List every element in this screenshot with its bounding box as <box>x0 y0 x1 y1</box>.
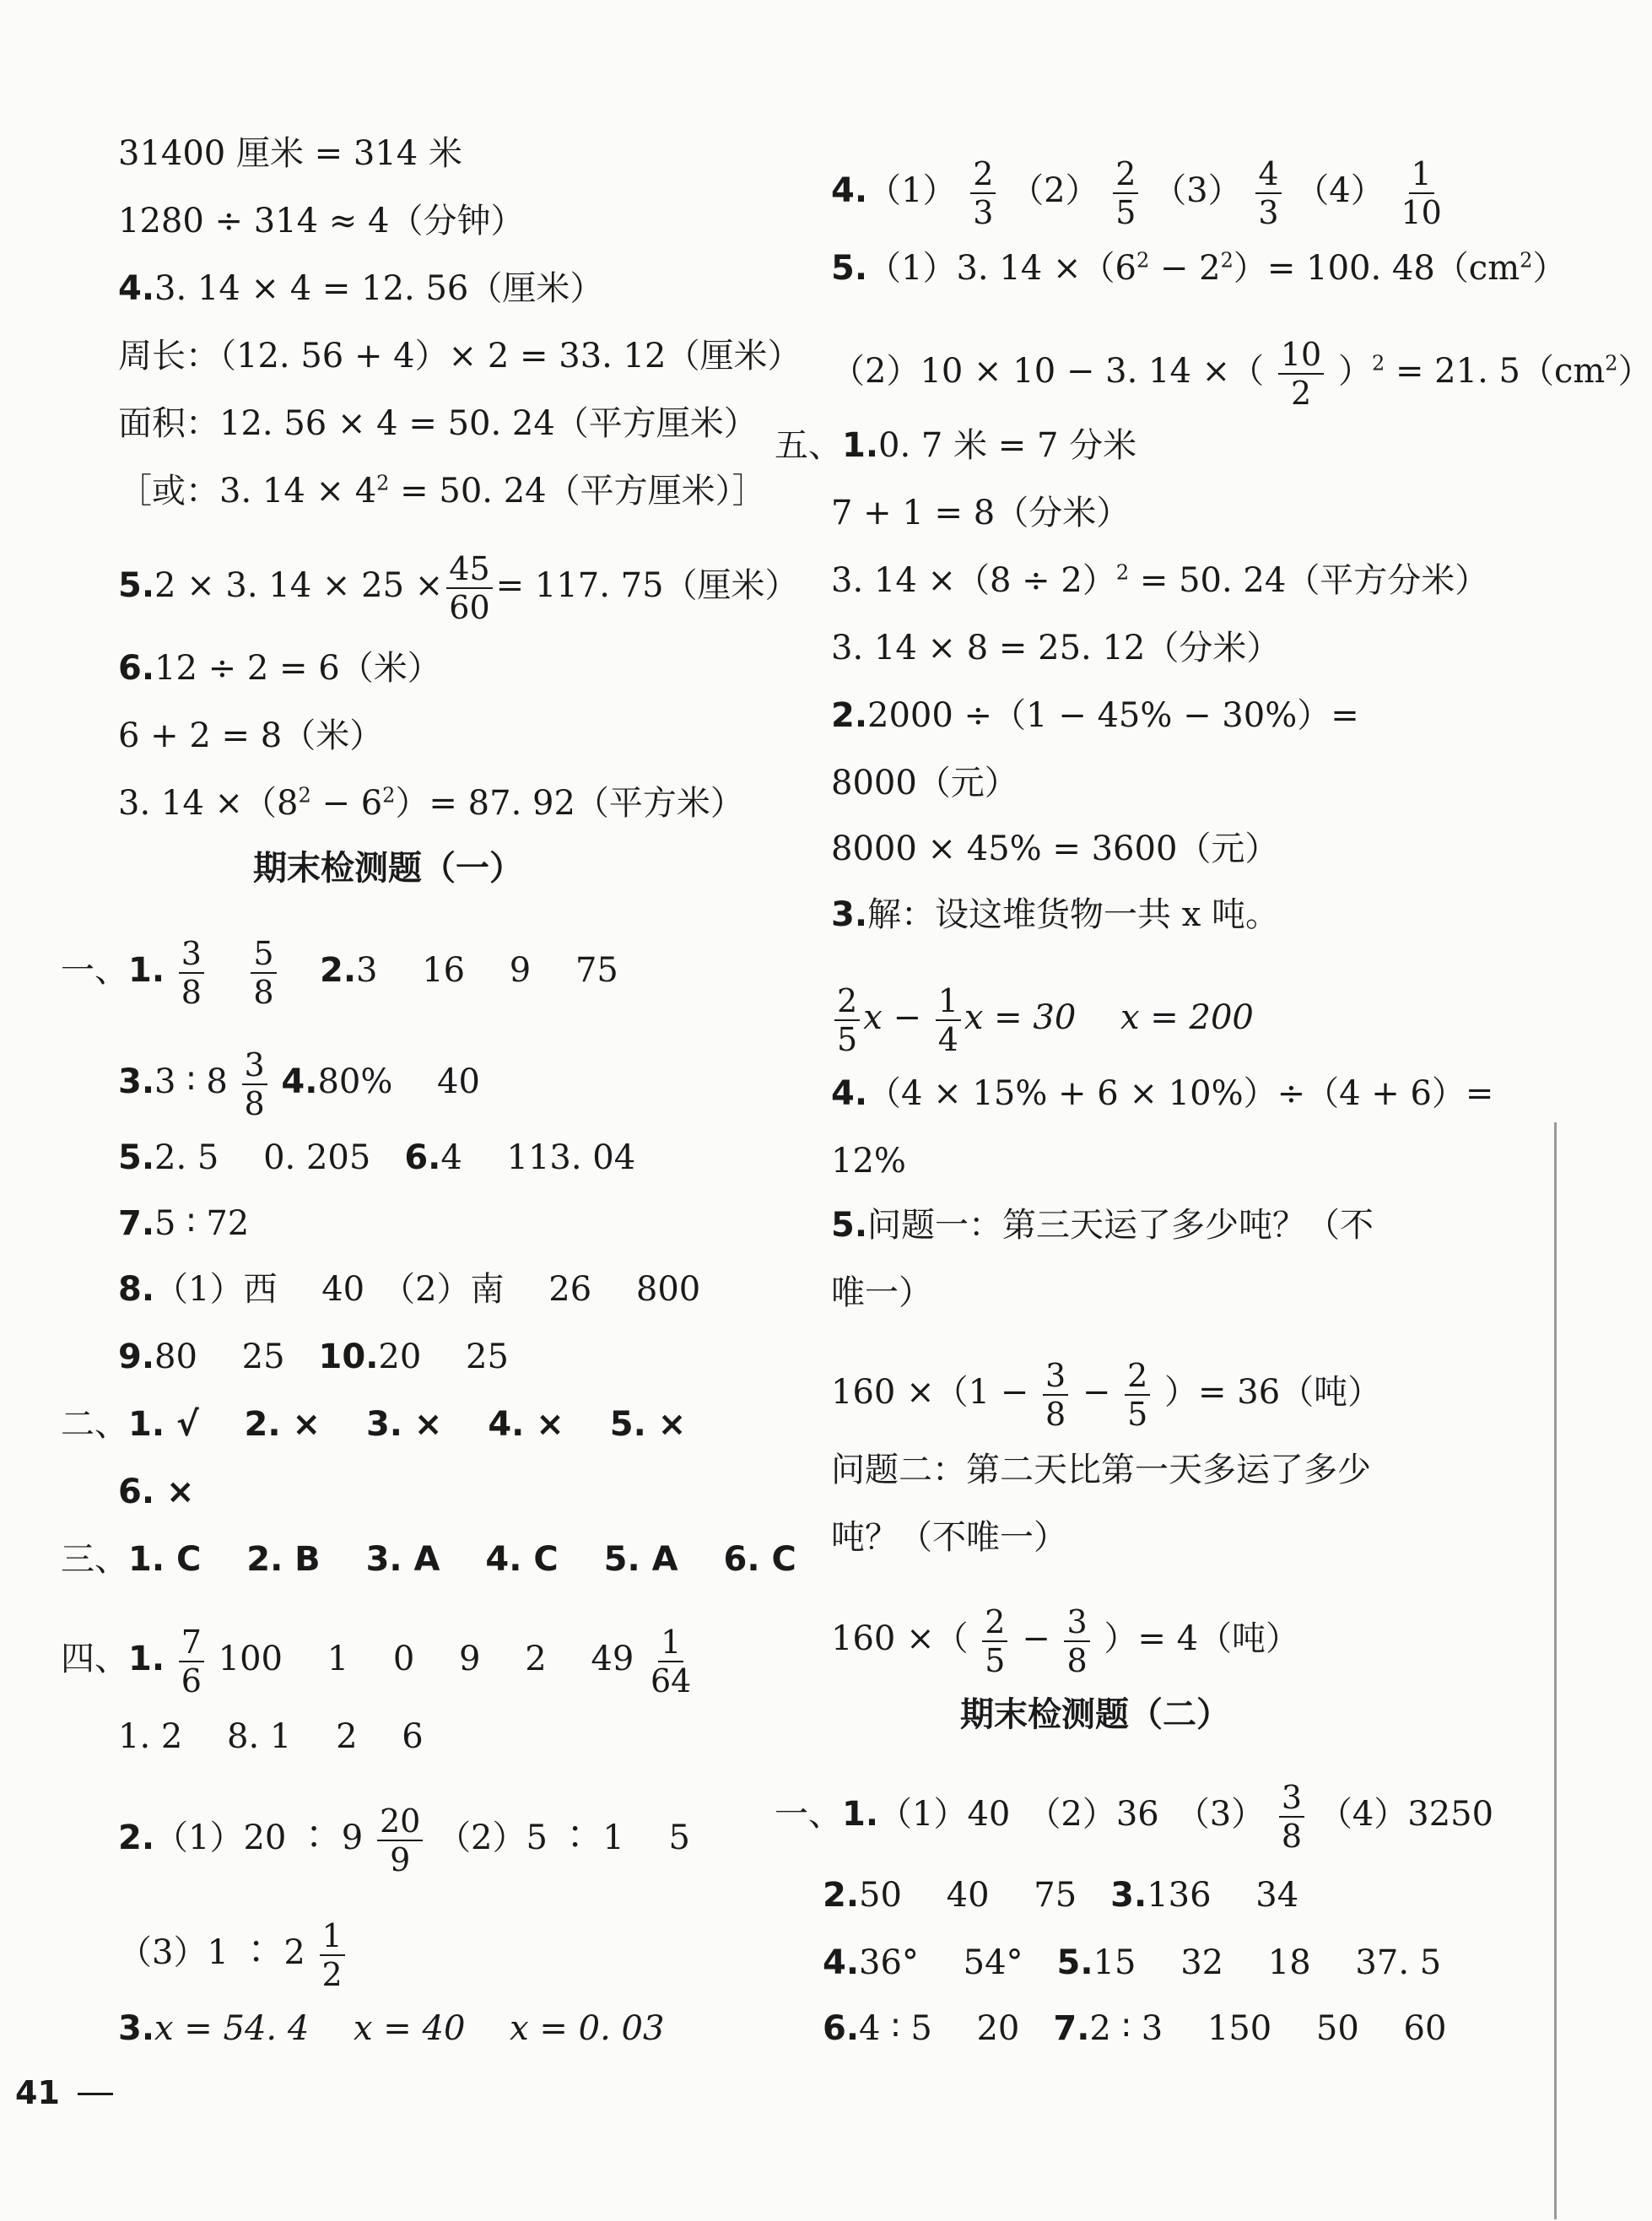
fraction: $\frac{4}{3}$ <box>1255 155 1281 231</box>
fraction: $\frac{2}{5}$ <box>834 982 860 1058</box>
page-number-dash <box>78 2093 113 2095</box>
answer-line: 唯一） <box>831 1273 932 1312</box>
answer-line: 4.（1） $\frac{2}{3}$ （2） $\frac{2}{5}$ （3） $\frac{4}{3}$ （4） $\frac{1}{10}$ <box>831 155 1448 231</box>
answer-line: $\frac{2}{5}$ x − $\frac{1}{4}$ x = 30 x = 200 <box>831 982 1254 1058</box>
section-heading: 期末检测题（二） <box>960 1695 1230 1734</box>
answer-line: 3.解：设这堆货物一共 x 吨。 <box>831 895 1280 934</box>
fraction: $\frac{20}{9}$ <box>377 1802 423 1878</box>
page-number: 41 <box>15 2074 60 2111</box>
fraction: $\frac{2}{5}$ <box>982 1603 1007 1679</box>
fraction: $\frac{3}{8}$ <box>1064 1603 1089 1679</box>
page-edge-shadow <box>1554 1122 1557 2219</box>
section-heading: 期末检测题（一） <box>253 849 523 888</box>
fraction: $\frac{5}{8}$ <box>251 935 276 1011</box>
answer-line: 3. 14 × 8 = 25. 12（分米） <box>831 629 1281 667</box>
answer-line: 7.5 ∶ 72 <box>118 1204 250 1243</box>
answer-line: 31400 厘米 = 314 米 <box>118 134 462 173</box>
answer-line: 8000（元） <box>831 764 1018 802</box>
fraction: $\frac{1}{4}$ <box>936 982 961 1058</box>
fraction: $\frac{3}{8}$ <box>1043 1357 1068 1433</box>
answer-line: 8000 × 45% = 3600（元） <box>831 829 1279 868</box>
answer-line: 5.问题一：第三天运了多少吨？（不 <box>831 1206 1374 1245</box>
answer-line: 周长：（12. 56 + 4）× 2 = 33. 12（厘米） <box>118 337 802 376</box>
answer-line: 1. 2 8. 1 2 6 <box>118 1717 424 1756</box>
answer-line: 8.（1）西 40 （2）南 26 800 <box>118 1270 701 1309</box>
answer-line: 一、1.（1）40 （2）36 （3） $\frac{3}{8}$ （4）3250 <box>775 1779 1494 1855</box>
answer-line: 160 ×（1 − $\frac{3}{8}$ − $\frac{2}{5}$ ）= 36（吨） <box>831 1357 1382 1433</box>
answer-line: 4.3. 14 × 4 = 12. 56（厘米） <box>118 269 604 308</box>
answer-line: 4.（4 × 15% + 6 × 10%）÷（4 + 6）= <box>831 1074 1494 1113</box>
answer-line: 160 ×（ $\frac{2}{5}$ − $\frac{3}{8}$ ）= 4（吨） <box>831 1603 1300 1679</box>
answer-line: 3.3 ∶ 8 $\frac{3}{8}$ 4.80% 40 <box>118 1046 480 1122</box>
fraction: $\frac{2}{3}$ <box>970 155 996 231</box>
answer-line: 吨？（不唯一） <box>831 1518 1067 1557</box>
fraction: $\frac{3}{8}$ <box>242 1046 267 1122</box>
answer-line: 6.12 ÷ 2 = 6（米） <box>118 649 441 688</box>
answer-line: 一、1. $\frac{3}{8}$ $\frac{5}{8}$ 2.3 16 9 75 <box>61 935 618 1011</box>
answer-line: 四、1. $\frac{7}{6}$ 100 1 0 9 2 49 $\frac{1}{64}$ <box>61 1624 697 1700</box>
fraction: $\frac{10}{2}$ <box>1278 336 1324 412</box>
answer-line: 2.（1）20 ∶ 9 $\frac{20}{9}$ （2）5 ∶ 1 5 <box>118 1802 691 1878</box>
answer-line: 问题二：第二天比第一天多运了多少 <box>831 1451 1371 1489</box>
answer-line: 五、1.0. 7 米 = 7 分米 <box>775 426 1137 465</box>
answer-line: 2.2000 ÷（1 − 45% − 30%）= <box>831 696 1359 735</box>
answer-line: 3.x = 54. 4 x = 40 x = 0. 03 <box>118 2009 665 2048</box>
fraction: $\frac{1}{2}$ <box>320 1917 345 1993</box>
answer-line: 6.4 ∶ 5 20 7.2 ∶ 3 150 50 60 <box>823 2009 1447 2048</box>
answer-line: 5.2 × 3. 14 × 25 × $\frac{45}{60}$ = 117. 75（厘米） <box>118 550 799 626</box>
answer-line: 面积：12. 56 × 4 = 50. 24（平方厘米） <box>118 404 758 443</box>
fraction: $\frac{2}{5}$ <box>1125 1357 1150 1433</box>
fraction: $\frac{1}{64}$ <box>651 1624 692 1700</box>
answer-line: 1280 ÷ 314 ≈ 4（分钟） <box>118 202 525 240</box>
answer-line: 6 + 2 = 8（米） <box>118 716 384 755</box>
answer-line: 4.36° 54° 5.15 32 18 37. 5 <box>823 1943 1442 1982</box>
answer-line: 3. $14 \times(8^2 - 6^2)= 87$. 92（平方米） <box>118 783 744 823</box>
answer-line: （2）10 × 10 − 3. 14 ×（ $\frac{10}{2}$ ）$^2$ = 21. $5(cm^2)$ <box>831 336 1652 412</box>
answer-line: 三、1. C 2. B 3. A 4. C 5. A 6. C <box>61 1540 796 1579</box>
answer-line: 2.50 40 75 3.136 34 <box>823 1876 1299 1915</box>
answer-line: 7 + 1 = 8（分米） <box>831 494 1131 532</box>
fraction: $\frac{7}{6}$ <box>179 1624 204 1700</box>
answer-line: 12% <box>831 1142 906 1181</box>
answer-line: 二、1. √ 2. × 3. × 4. × 5. × <box>61 1405 687 1444</box>
answer-line: 9.80 25 10.20 25 <box>118 1337 509 1376</box>
fraction: $\frac{45}{60}$ <box>446 550 492 626</box>
answer-line: 5.（1）3. $14 \times(6^2 - 2^2)= 100$. $48(cm^2)$ <box>831 248 1567 288</box>
answer-line: ［或：3. $14 \times 4^2 = 50$. 24（平方厘米）］ <box>118 471 766 511</box>
fraction: $\frac{3}{8}$ <box>179 935 204 1011</box>
answer-line: 6. × <box>118 1473 195 1511</box>
fraction: $\frac{1}{10}$ <box>1401 155 1442 231</box>
answer-line: 3. $14 \times(8 \div 2)^2 = 50$. 24（平方分米） <box>831 560 1489 600</box>
fraction: $\frac{3}{8}$ <box>1279 1779 1304 1855</box>
answer-line: 5.2. 5 0. 205 6.4 113. 04 <box>118 1138 636 1177</box>
fraction: $\frac{2}{5}$ <box>1113 155 1138 231</box>
answer-line: （3）1 ∶ 2 $\frac{1}{2}$ <box>118 1917 348 1993</box>
